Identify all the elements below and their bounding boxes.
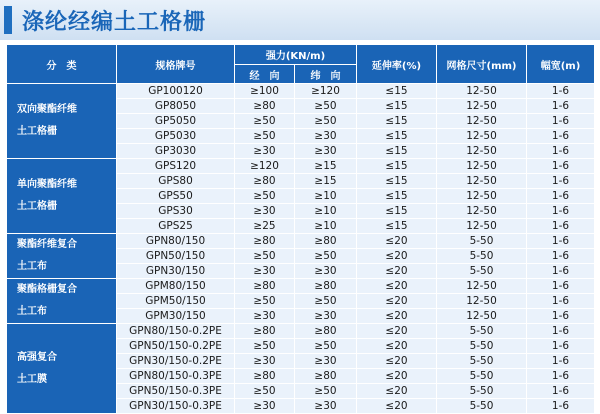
table-row: [7, 324, 595, 339]
weft-strength-cell: ≥30: [295, 309, 357, 324]
category-cell: [7, 279, 117, 324]
model-cell: GPN30/150-0.3PE: [117, 399, 235, 414]
elongation-cell: ≤15: [357, 99, 437, 114]
header-width: 幅宽(m): [527, 45, 595, 84]
model-cell: GPN30/150-0.2PE: [117, 354, 235, 369]
model-cell: GPS120: [117, 159, 235, 174]
warp-strength-cell: ≥30: [235, 354, 295, 369]
category-cell: [7, 84, 117, 159]
warp-strength-cell: ≥50: [235, 249, 295, 264]
width-cell: 1-6: [527, 309, 595, 324]
width-cell: 1-6: [527, 249, 595, 264]
warp-strength-cell: ≥120: [235, 159, 295, 174]
header-row-top: [7, 45, 595, 65]
elongation-cell: ≤15: [357, 84, 437, 99]
weft-strength-cell: ≥80: [295, 234, 357, 249]
warp-strength-cell: ≥50: [235, 339, 295, 354]
mesh-size-cell: 12-50: [437, 219, 527, 234]
table-row: [7, 234, 595, 249]
model-cell: GPS30: [117, 204, 235, 219]
header-category: 分 类: [7, 45, 117, 84]
mesh-size-cell: 12-50: [437, 99, 527, 114]
model-cell: GPS50: [117, 189, 235, 204]
model-cell: GP8050: [117, 99, 235, 114]
width-cell: 1-6: [527, 339, 595, 354]
header-warp: 经 向: [235, 65, 295, 84]
width-cell: 1-6: [527, 84, 595, 99]
weft-strength-cell: ≥80: [295, 369, 357, 384]
warp-strength-cell: ≥50: [235, 114, 295, 129]
warp-strength-cell: ≥50: [235, 384, 295, 399]
width-cell: 1-6: [527, 369, 595, 384]
elongation-cell: ≤20: [357, 309, 437, 324]
spec-table: [6, 44, 595, 414]
warp-strength-cell: ≥30: [235, 264, 295, 279]
page-title: 涤纶经编土工格栅: [22, 10, 207, 35]
title-bar: [0, 0, 600, 40]
category-label: 土工布: [17, 261, 47, 272]
table-row: [7, 159, 595, 174]
title-accent-bar: [4, 6, 12, 34]
width-cell: 1-6: [527, 399, 595, 414]
mesh-size-cell: 12-50: [437, 84, 527, 99]
header-strength: 强力(KN/m): [235, 45, 357, 65]
mesh-size-cell: 12-50: [437, 189, 527, 204]
weft-strength-cell: ≥80: [295, 279, 357, 294]
width-cell: 1-6: [527, 174, 595, 189]
width-cell: 1-6: [527, 324, 595, 339]
width-cell: 1-6: [527, 384, 595, 399]
elongation-cell: ≤20: [357, 354, 437, 369]
mesh-size-cell: 5-50: [437, 384, 527, 399]
mesh-size-cell: 5-50: [437, 369, 527, 384]
category-label: 聚酯纤维复合: [17, 239, 77, 250]
warp-strength-cell: ≥30: [235, 204, 295, 219]
width-cell: 1-6: [527, 264, 595, 279]
model-cell: GPS25: [117, 219, 235, 234]
elongation-cell: ≤15: [357, 159, 437, 174]
elongation-cell: ≤20: [357, 399, 437, 414]
elongation-cell: ≤20: [357, 369, 437, 384]
header-mesh-size: 网格尺寸(mm): [437, 45, 527, 84]
weft-strength-cell: ≥50: [295, 339, 357, 354]
width-cell: 1-6: [527, 294, 595, 309]
model-cell: GPN80/150: [117, 234, 235, 249]
model-cell: GPM30/150: [117, 309, 235, 324]
category-cell: [7, 159, 117, 234]
width-cell: 1-6: [527, 279, 595, 294]
elongation-cell: ≤15: [357, 144, 437, 159]
model-cell: GP3030: [117, 144, 235, 159]
warp-strength-cell: ≥25: [235, 219, 295, 234]
model-cell: GP5050: [117, 114, 235, 129]
model-cell: GPN50/150-0.2PE: [117, 339, 235, 354]
width-cell: 1-6: [527, 99, 595, 114]
elongation-cell: ≤15: [357, 204, 437, 219]
mesh-size-cell: 12-50: [437, 294, 527, 309]
weft-strength-cell: ≥10: [295, 204, 357, 219]
weft-strength-cell: ≥10: [295, 219, 357, 234]
model-cell: GPN30/150: [117, 264, 235, 279]
elongation-cell: ≤15: [357, 174, 437, 189]
width-cell: 1-6: [527, 189, 595, 204]
mesh-size-cell: 5-50: [437, 234, 527, 249]
width-cell: 1-6: [527, 159, 595, 174]
weft-strength-cell: ≥15: [295, 159, 357, 174]
mesh-size-cell: 5-50: [437, 264, 527, 279]
elongation-cell: ≤15: [357, 129, 437, 144]
weft-strength-cell: ≥50: [295, 294, 357, 309]
category-label: 土工膜: [17, 373, 47, 385]
category-cell: [7, 234, 117, 279]
model-cell: GP5030: [117, 129, 235, 144]
width-cell: 1-6: [527, 234, 595, 249]
header-elongation: 延伸率(%): [357, 45, 437, 84]
weft-strength-cell: ≥120: [295, 84, 357, 99]
weft-strength-cell: ≥30: [295, 264, 357, 279]
weft-strength-cell: ≥50: [295, 249, 357, 264]
warp-strength-cell: ≥30: [235, 309, 295, 324]
elongation-cell: ≤20: [357, 264, 437, 279]
mesh-size-cell: 12-50: [437, 204, 527, 219]
elongation-cell: ≤20: [357, 339, 437, 354]
width-cell: 1-6: [527, 354, 595, 369]
weft-strength-cell: ≥50: [295, 384, 357, 399]
warp-strength-cell: ≥80: [235, 369, 295, 384]
header-weft: 纬 向: [295, 65, 357, 84]
warp-strength-cell: ≥80: [235, 234, 295, 249]
elongation-cell: ≤15: [357, 114, 437, 129]
model-cell: GPS80: [117, 174, 235, 189]
warp-strength-cell: ≥30: [235, 399, 295, 414]
mesh-size-cell: 12-50: [437, 129, 527, 144]
warp-strength-cell: ≥80: [235, 99, 295, 114]
width-cell: 1-6: [527, 129, 595, 144]
mesh-size-cell: 12-50: [437, 144, 527, 159]
weft-strength-cell: ≥50: [295, 99, 357, 114]
warp-strength-cell: ≥50: [235, 129, 295, 144]
mesh-size-cell: 5-50: [437, 354, 527, 369]
mesh-size-cell: 12-50: [437, 159, 527, 174]
model-cell: GPN80/150-0.2PE: [117, 324, 235, 339]
model-cell: GPN50/150: [117, 249, 235, 264]
warp-strength-cell: ≥50: [235, 294, 295, 309]
model-cell: GPN80/150-0.3PE: [117, 369, 235, 384]
elongation-cell: ≤20: [357, 249, 437, 264]
mesh-size-cell: 5-50: [437, 249, 527, 264]
width-cell: 1-6: [527, 114, 595, 129]
mesh-size-cell: 12-50: [437, 174, 527, 189]
header-model: 规格牌号: [117, 45, 235, 84]
category-label: 土工格栅: [17, 201, 57, 212]
elongation-cell: ≤15: [357, 219, 437, 234]
mesh-size-cell: 12-50: [437, 114, 527, 129]
width-cell: 1-6: [527, 219, 595, 234]
weft-strength-cell: ≥80: [295, 324, 357, 339]
category-label: 单向聚酯纤维: [17, 179, 77, 190]
mesh-size-cell: 5-50: [437, 324, 527, 339]
elongation-cell: ≤20: [357, 324, 437, 339]
weft-strength-cell: ≥30: [295, 144, 357, 159]
weft-strength-cell: ≥15: [295, 174, 357, 189]
category-label: 高强复合: [17, 351, 57, 363]
model-cell: GPN50/150-0.3PE: [117, 384, 235, 399]
width-cell: 1-6: [527, 204, 595, 219]
model-cell: GPM80/150: [117, 279, 235, 294]
mesh-size-cell: 12-50: [437, 309, 527, 324]
elongation-cell: ≤20: [357, 279, 437, 294]
weft-strength-cell: ≥30: [295, 354, 357, 369]
width-cell: 1-6: [527, 144, 595, 159]
table-body: [7, 84, 595, 414]
warp-strength-cell: ≥50: [235, 189, 295, 204]
warp-strength-cell: ≥100: [235, 84, 295, 99]
table-row: [7, 84, 595, 99]
mesh-size-cell: 5-50: [437, 399, 527, 414]
elongation-cell: ≤15: [357, 189, 437, 204]
weft-strength-cell: ≥30: [295, 399, 357, 414]
category-label: 双向聚酯纤维: [17, 104, 77, 115]
weft-strength-cell: ≥30: [295, 129, 357, 144]
warp-strength-cell: ≥80: [235, 174, 295, 189]
category-label: 聚酯格栅复合: [17, 284, 77, 295]
warp-strength-cell: ≥80: [235, 279, 295, 294]
mesh-size-cell: 5-50: [437, 339, 527, 354]
model-cell: GP100120: [117, 84, 235, 99]
category-label: 土工布: [17, 306, 47, 317]
weft-strength-cell: ≥10: [295, 189, 357, 204]
category-cell: [7, 324, 117, 414]
weft-strength-cell: ≥50: [295, 114, 357, 129]
category-label: 土工格栅: [17, 126, 57, 137]
elongation-cell: ≤20: [357, 384, 437, 399]
elongation-cell: ≤20: [357, 294, 437, 309]
table-row: [7, 279, 595, 294]
warp-strength-cell: ≥30: [235, 144, 295, 159]
elongation-cell: ≤20: [357, 234, 437, 249]
warp-strength-cell: ≥80: [235, 324, 295, 339]
model-cell: GPM50/150: [117, 294, 235, 309]
mesh-size-cell: 12-50: [437, 279, 527, 294]
